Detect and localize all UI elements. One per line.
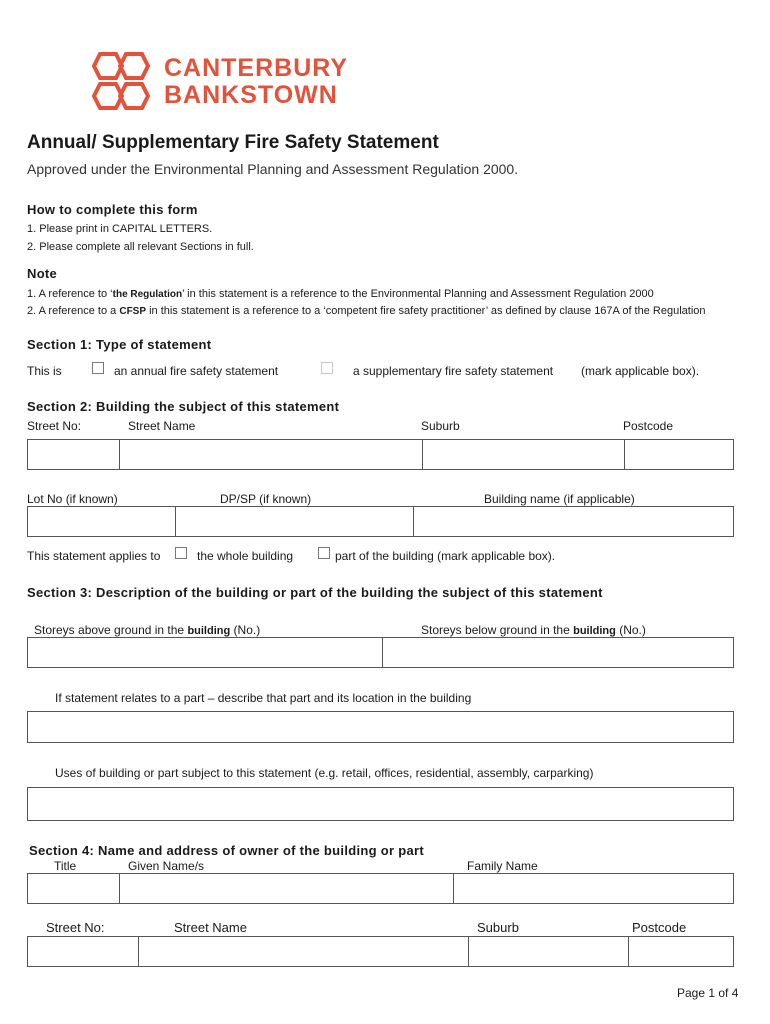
part-description-label: If statement relates to a part – describe that part and its location in the building	[55, 691, 472, 705]
how-to-item-2: 2. Please complete all relevant Sections in full.	[27, 241, 254, 253]
street-name-label: Street Name	[128, 419, 196, 433]
dp-sp-label: DP/SP (if known)	[220, 492, 312, 506]
section-4-heading: Section 4: Name and address of owner of the building or part	[29, 843, 425, 858]
owner-street-no-input[interactable]	[28, 937, 138, 966]
storeys-above-label	[34, 623, 260, 638]
part-building-checkbox[interactable]	[318, 547, 330, 559]
owner-family-name-input[interactable]	[453, 874, 733, 903]
storeys-above-post: (No.)	[230, 623, 261, 637]
whole-building-checkbox[interactable]	[175, 547, 187, 559]
part-building-label: part of the building (mark applicable box).	[335, 549, 556, 563]
section-1-hint: (mark applicable box).	[581, 364, 700, 378]
building-uses-label: Uses of building or part subject to this statement (e.g. retail, offices, residential, assembly, carparking)	[55, 766, 594, 780]
how-to-item-1: 1. Please print in CAPITAL LETTERS.	[27, 223, 213, 235]
storeys-below-pre: Storeys below ground in the	[421, 623, 574, 637]
street-no-input[interactable]	[28, 440, 119, 469]
storeys-row	[27, 637, 734, 668]
logo-mark-icon	[86, 50, 158, 114]
storeys-below-post: (No.)	[615, 623, 646, 637]
section-2-heading: Section 2: Building the subject of this statement	[27, 399, 340, 414]
owner-address-row	[27, 936, 734, 967]
suburb-input[interactable]	[422, 440, 625, 469]
owner-street-name-label: Street Name	[174, 920, 247, 935]
storeys-below-label	[421, 623, 646, 638]
owner-postcode-input[interactable]	[628, 937, 733, 966]
section-3-heading: Section 3: Description of the building or part of the building the subject of this statement	[27, 585, 603, 600]
logo-line-1: CANTERBURY	[164, 54, 349, 82]
logo-wordmark	[164, 55, 348, 109]
suburb-label: Suburb	[421, 419, 460, 433]
street-no-label: Street No:	[27, 419, 82, 433]
owner-suburb-label: Suburb	[477, 920, 519, 935]
note-heading: Note	[27, 266, 58, 281]
owner-postcode-label: Postcode	[632, 920, 687, 935]
council-logo	[86, 50, 349, 114]
owner-name-row	[27, 873, 734, 904]
storeys-below-bold: building	[573, 625, 616, 637]
owner-street-no-label: Street No:	[46, 920, 105, 935]
storeys-above-pre: Storeys above ground in the	[34, 623, 188, 637]
lot-no-label: Lot No (if known)	[27, 492, 118, 506]
whole-building-label: the whole building	[197, 549, 294, 563]
note-item-2-post: in this statement is a reference to a ‘competent fire safety practitioner’ as defined by clause 167A of the Regulation	[146, 305, 706, 317]
owner-title-input[interactable]	[28, 874, 119, 903]
building-address-row	[27, 439, 734, 470]
note-item-2-bold: CFSP	[119, 306, 147, 317]
applies-to-label: This statement applies to	[27, 549, 161, 563]
note-item-1-bold: the Regulation	[112, 289, 183, 300]
supplementary-statement-checkbox[interactable]	[321, 362, 333, 374]
annual-statement-label: an annual fire safety statement	[114, 364, 279, 378]
storeys-below-input[interactable]	[382, 638, 733, 667]
owner-given-names-label: Given Name/s	[128, 859, 205, 873]
owner-street-name-input[interactable]	[138, 937, 469, 966]
page-title: Annual/ Supplementary Fire Safety Statement	[27, 132, 439, 153]
owner-suburb-input[interactable]	[468, 937, 629, 966]
building-name-input[interactable]	[413, 507, 733, 536]
note-item-1	[27, 287, 654, 302]
note-item-1-post: ’ in this statement is a reference to the Environmental Planning and Assessment Regulation 2000	[182, 288, 654, 300]
postcode-label: Postcode	[623, 419, 674, 433]
page-number: Page 1 of 4	[677, 986, 739, 1000]
note-item-1-pre: 1. A reference to ‘	[27, 288, 113, 300]
lot-details-row	[27, 506, 734, 537]
building-name-label: Building name (if applicable)	[484, 492, 635, 506]
how-to-heading: How to complete this form	[27, 202, 198, 217]
section-1-heading: Section 1: Type of statement	[27, 337, 212, 352]
note-item-2	[27, 304, 706, 319]
lot-no-input[interactable]	[28, 507, 175, 536]
postcode-input[interactable]	[624, 440, 733, 469]
page-subtitle: Approved under the Environmental Planning and Assessment Regulation 2000.	[27, 161, 519, 177]
storeys-above-bold: building	[187, 625, 231, 637]
owner-title-label: Title	[54, 859, 77, 873]
annual-statement-checkbox[interactable]	[92, 362, 104, 374]
owner-family-name-label: Family Name	[467, 859, 538, 873]
owner-given-names-input[interactable]	[119, 874, 454, 903]
building-uses-input[interactable]	[27, 787, 734, 821]
dp-sp-input[interactable]	[175, 507, 414, 536]
section-1-this-is-label: This is	[27, 364, 62, 378]
street-name-input[interactable]	[119, 440, 423, 469]
note-item-2-pre: 2. A reference to a	[27, 305, 120, 317]
supplementary-statement-label: a supplementary fire safety statement	[353, 364, 554, 378]
part-description-input[interactable]	[27, 711, 734, 743]
storeys-above-input[interactable]	[28, 638, 382, 667]
logo-line-2: BANKSTOWN	[164, 81, 338, 109]
